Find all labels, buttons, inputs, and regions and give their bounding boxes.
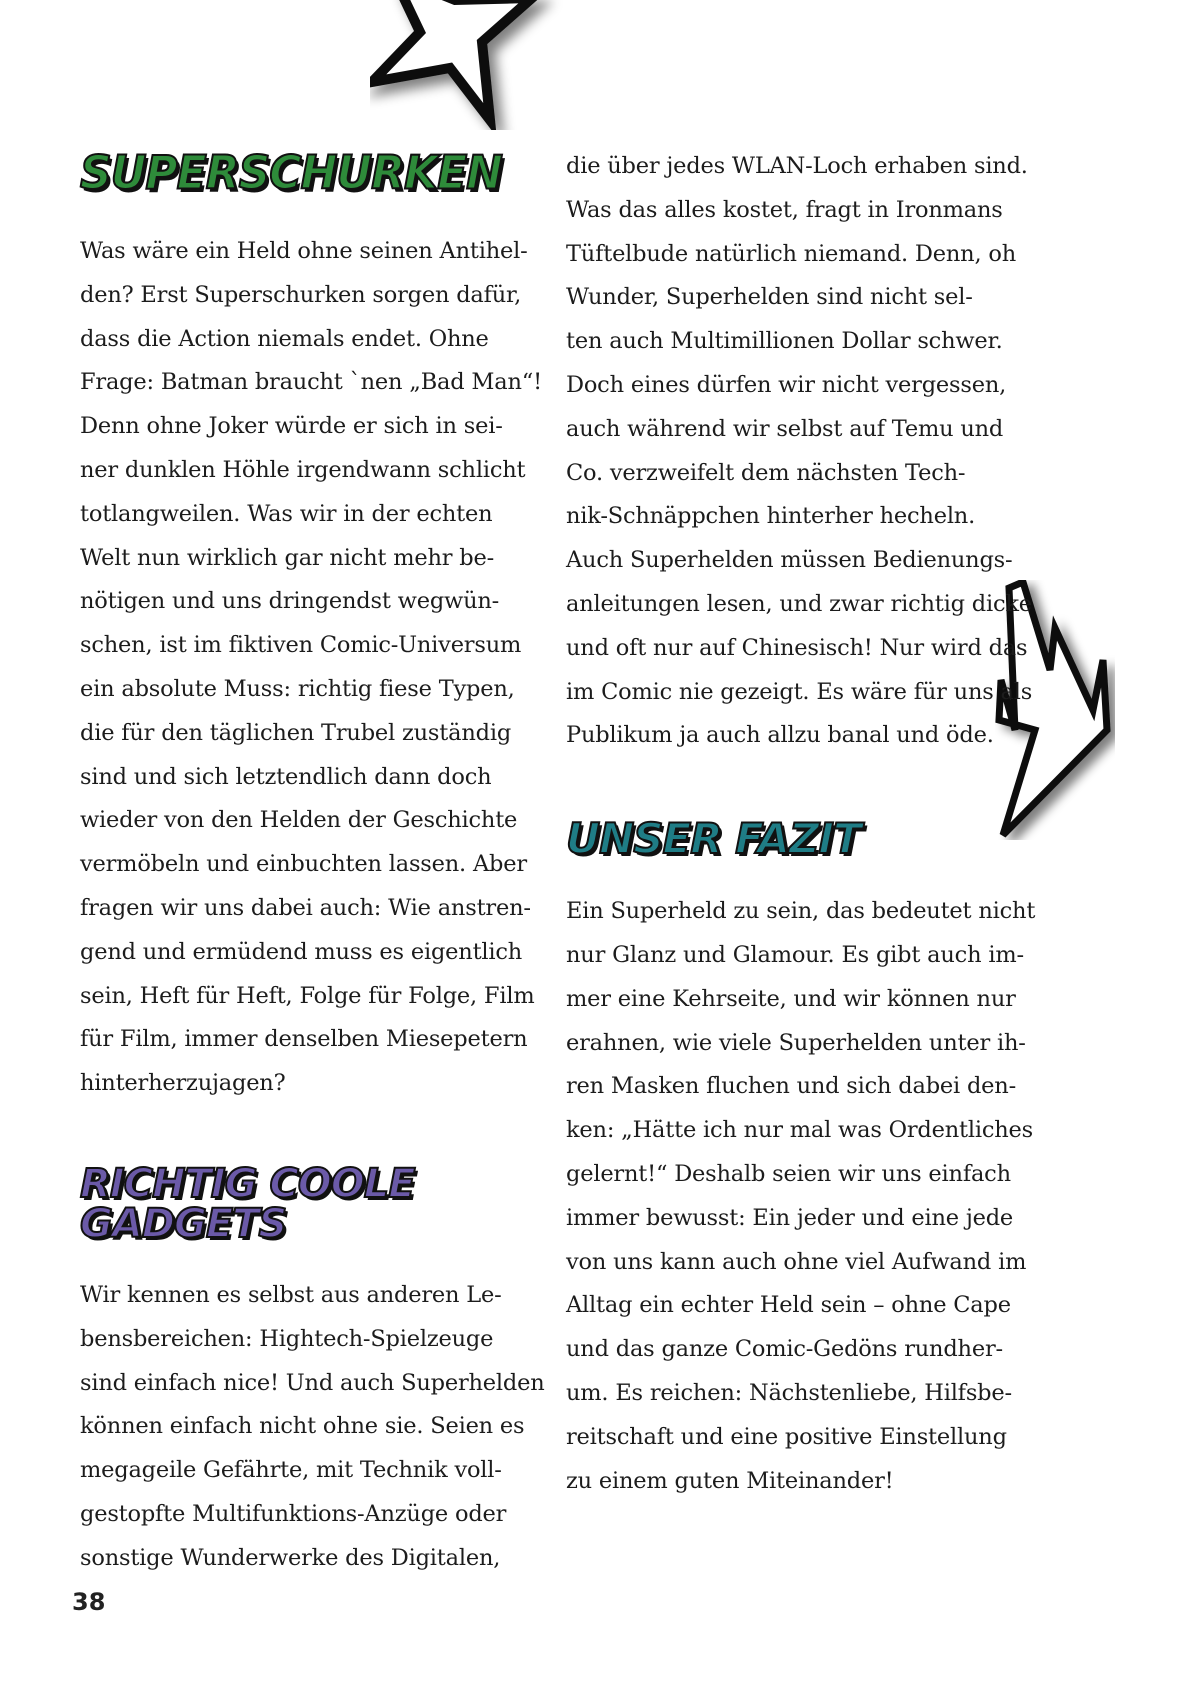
paragraph-superschurken [80,230,542,1106]
text-line: für Film, immer denselben Miesepetern [80,1026,528,1053]
text-line: von uns kann auch ohne viel Aufwand im [566,1248,1027,1275]
text-line: gend und ermüdend muss es eigentlich [80,938,523,965]
text-line: nik-Schnäppchen hinterher hecheln. [566,503,976,530]
text-line: vermöbeln und einbuchten lassen. Aber [80,851,527,878]
text-line: Ein Superheld zu sein, das bedeutet nicht [566,898,1036,925]
text-line: mer eine Kehrseite, und wir können nur [566,985,1016,1012]
text-line: reitschaft und eine positive Einstellung [566,1423,1007,1450]
text-line: Was das alles kostet, fragt in Ironmans [566,196,1003,223]
text-line: anleitungen lesen, und zwar richtig dicke [566,590,1032,617]
text-line: schen, ist im fiktiven Comic-Universum [80,632,522,659]
text-line: die über jedes WLAN-Loch erhaben sind. [566,153,1028,179]
paragraph-fazit [566,890,1036,1503]
heading-fazit: UNSER FAZIT [566,814,861,864]
paragraph-gadgets-left [80,1274,545,1581]
left-column [80,140,545,1581]
star-icon [370,0,570,130]
text-line: nötigen und uns dringendst wegwün- [80,588,500,615]
text-line: Auch Superhelden müssen Bedienungs- [566,547,1013,574]
text-line: Frage: Batman braucht `nen „Bad Man“! [80,369,542,396]
text-line: auch während wir selbst auf Temu und [566,415,1004,442]
text-line: Tüftelbude natürlich niemand. Denn, oh [566,240,1017,267]
text-line: nur Glanz und Glamour. Es gibt auch im- [566,941,1024,968]
text-line: erahnen, wie viele Superhelden unter ih- [566,1029,1026,1056]
text-line: und oft nur auf Chinesisch! Nur wird das [566,634,1028,661]
text-line: Co. verzweifelt dem nächsten Tech- [566,459,966,486]
text-line: sonstige Wunderwerke des Digitalen, [80,1544,501,1571]
text-line: Welt nun wirklich gar nicht mehr be- [80,544,494,571]
text-line: hinterherzujagen? [80,1070,286,1097]
text-line: gelernt!“ Deshalb seien wir uns einfach [566,1160,1011,1187]
text-line: im Comic nie gezeigt. Es wäre für uns als [566,678,1033,705]
text-line: fragen wir uns dabei auch: Wie anstren- [80,894,531,921]
text-line: wieder von den Helden der Geschichte [80,807,518,834]
page-number: 38 [72,1588,106,1616]
text-line: sind und sich letztendlich dann doch [80,763,492,790]
text-line: megageile Gefährte, mit Technik voll- [80,1457,502,1484]
text-line: Doch eines dürfen wir nicht vergessen, [566,371,1007,398]
paragraph-gadgets-right [566,145,1036,758]
text-line: die für den täglichen Trubel zuständig [80,719,512,746]
text-line: zu einem guten Miteinander! [566,1467,894,1494]
text-line: den? Erst Superschurken sorgen dafür, [80,281,522,308]
text-line: totlangweilen. Was wir in der echten [80,500,493,527]
text-line: dass die Action niemals endet. Ohne [80,325,489,352]
text-line: Alltag ein echter Held sein – ohne Cape [566,1292,1011,1319]
text-line: und das ganze Comic-Gedöns rundher- [566,1336,1003,1363]
text-line: ren Masken fluchen und sich dabei den- [566,1073,1016,1100]
text-line: ein absolute Muss: richtig fiese Typen, [80,675,515,702]
text-line: können einfach nicht ohne sie. Seien es [80,1413,525,1440]
text-line: Wir kennen es selbst aus anderen Le- [80,1281,502,1308]
right-column [566,145,1036,1503]
text-line: immer bewusst: Ein jeder und eine jede [566,1204,1014,1231]
text-line: ner dunklen Höhle irgendwann schlicht [80,456,526,483]
text-line: bensbereichen: Hightech-Spielzeuge [80,1325,494,1352]
heading-gadgets: RICHTIG COOLE GADGETS [80,1160,415,1247]
text-line: Denn ohne Joker würde er sich in sei- [80,413,503,440]
text-line: sein, Heft für Heft, Folge für Folge, Film [80,982,535,1009]
text-line: sind einfach nice! Und auch Superhelden [80,1369,545,1396]
text-line: Wunder, Superhelden sind nicht sel- [566,284,973,311]
text-line: ken: „Hätte ich nur mal was Ordentliches [566,1117,1034,1144]
text-line: Was wäre ein Held ohne seinen Antihel- [80,238,528,264]
heading-superschurken: SUPERSCHURKEN [80,146,502,201]
text-line: ten auch Multimillionen Dollar schwer. [566,328,1003,355]
text-line: gestopfte Multifunktions-Anzüge oder [80,1500,507,1527]
text-line: Publikum ja auch allzu banal und öde. [566,722,994,749]
text-line: um. Es reichen: Nächstenliebe, Hilfsbe- [566,1379,1012,1406]
